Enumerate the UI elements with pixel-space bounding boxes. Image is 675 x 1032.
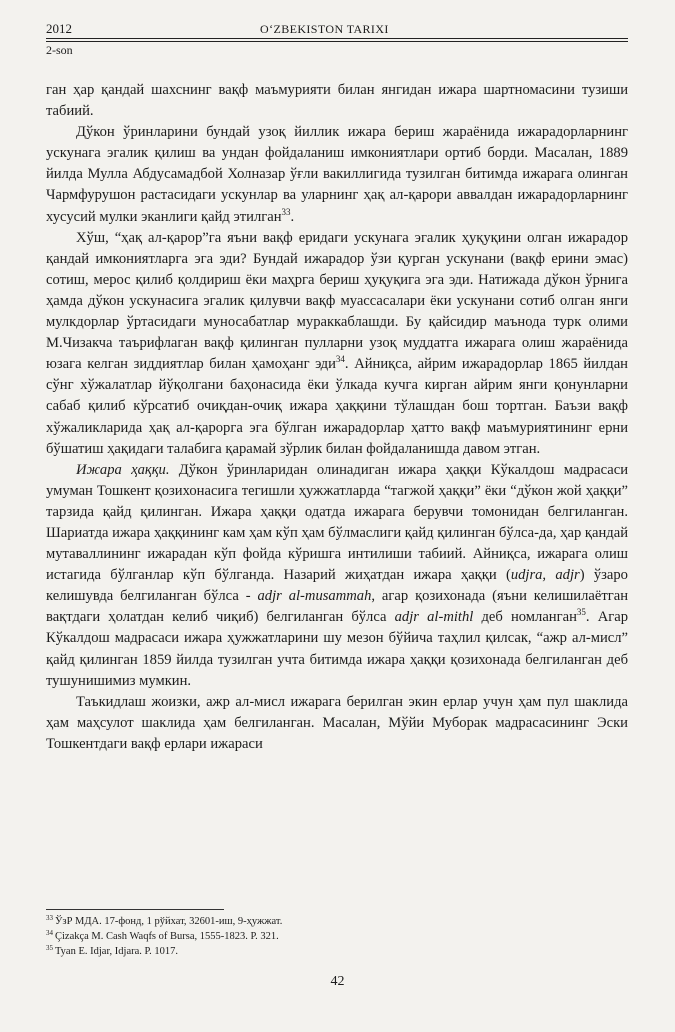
footnote-ref: 33 [281,206,291,217]
paragraph [46,122,628,227]
paragraph [46,228,628,460]
text-run: Дўкон ўринларини бундай узоқ йиллик ижара бериш жараёнида ижарадорларнинг ускунага эгалик қилиш ва ундан фойдаланиш имкониятлари ортиб борди. Масалан, 1889 йилда Мулла Абдусамадбой Холназар ўғли вакиллигида тузилган битимда ижарага олинган Чармфурушон растасидаги ускунлар ва уларнинг ҳақ ал-қарори аввалдан ижарадорларнинг хусусий мулки эканлиги қайд этилган [46,124,628,225]
header-issue: 2-son [46,43,73,57]
footnote-ref: 34 [335,354,345,365]
footnote-ref: 35 [576,607,586,618]
header-rule [46,38,628,39]
running-header [46,21,628,61]
footnote-number: 33 [46,914,53,922]
paragraph [46,80,628,122]
header-journal-title: O‘ZBEKISTON TARIXI [260,22,389,36]
text-run: . [290,208,295,225]
footnote [46,914,628,929]
header-year: 2012 [46,21,72,36]
footnote [46,929,628,944]
footnote-text: Çizakça M. Cash Waqfs of Bursa, 1555-1823. P. 321. [55,931,279,942]
paragraph [46,460,628,692]
footnote [46,944,628,959]
text-run: . Агар Кўкалдош мадрасаси ижара ҳужжатларини шу мезон бўйича таҳлил қилсак, “ажр ал-мисл” қайд қилинган 1859 йилда тузилган учта битимда ижара ҳаққи қозихонада белгиланган деб тушунишимиз мумкин. [46,609,628,689]
text-run: деб номланган [473,609,577,626]
footnote-number: 34 [46,929,53,937]
header-rule [46,41,628,42]
text-run: ) ўзаро келишувда белгиланган бўлса - [46,567,628,605]
text-run: ган ҳар қандай шахснинг вақф маъмурияти билан янгидан ижара шартномасини тузиши табиий. [46,82,628,120]
text-run: Дўкон ўринларидан олинадиган ижара ҳаққи Кўкалдош мадрасаси умуман Тошкент қозихонасига тегишли ҳужжатларда “тагжой ҳаққи” ёки “дўкон жой ҳаққи” тарзида қайд қилинган. Ижара ҳаққи одатда ижарага берувчи томонидан белгиланган. Шариатда ижара ҳаққининг кам ҳам кўп ҳам бўлмаслиги қайд қилинган бўлса-да, ҳар қандай мутаваллининг ижарадан кўп фойда кўришга интилиши табиий. Айниқса, ижарага олиш истагида бўлганлар кўп бўлганда. Назарий жиҳатдан ижара ҳаққи ( [46,461,629,584]
text-run: Хўш, “ҳақ ал-қарор”га яъни вақф еридаги ускунага эгалик ҳуқуқини олган ижарадор қандай имкониятларга эга эди? Бундай ижарадор ўзи қурган ускунани (вақф ерини эмас) сотиш, мерос қилиб қолдириш ёки маҳрга бериш ҳуқуқига эга эди. Натижада дўкон ўрнига ҳамда дўкон ускунасига эгалик қилувчи вақф муассасалари ёки ускунани сотиб олган янги мулкдорлар ўртасидаги муносабатлар мураккаблашди. Бу қайсидир маънода турк олими М.Чизакча таърифлаган вақф қилинган пулларни узоқ муддатга ижарага олиш жараёнида юзага келган зиддиятлар билан ҳамоҳанг эди [46,229,628,373]
footnotes [46,914,628,959]
footnote-text: Tyan E. Idjar, Idjara. P. 1017. [55,946,179,957]
italic-text: adjr al-mithl [394,609,474,626]
italic-text: udjra, adjr [510,567,580,584]
body-text [46,80,628,755]
page-number: 42 [330,974,345,989]
text-run: . Айниқса, айрим ижарадорлар 1865 йилдан сўнг хўжалатлар йўқолгани баҳонасида ёки ўлкада кучга кирган айрим янги қонунларни сабаб қилиб кўрсатиб очиқдан-очиқ ижара ҳаққини тўлашдан бош тортган. Баъзи вақф хўжаликларида ҳақ ал-қарорга эга бўлган ижарадорлар ҳатто вақф маъмуриятининг ерни бўшатиш ҳақидаги талабига қарамай зўрлик билан фойдаланишда давом этган. [46,356,628,457]
text-run: , агар қозихонада (яъни келишилаётган вақтдаги ҳолатдан келиб чиқиб) белгиланган бўлса [46,588,629,626]
italic-text: adjr al-musammah [257,588,372,605]
paragraph [46,692,628,755]
text-run: Таъкидлаш жоизки, ажр ал-мисл ижарага берилган экин ерлар учун ҳам пул шаклида ҳам маҳсулот шаклида ҳам белгиланган. Масалан, Мўйи Муборак мадрасасининг Эски Тошкентдаги вақф ерлари ижараси [46,693,628,752]
footnote-text: ЎзР МДА. 17-фонд, 1 рўйхат, 32601-иш, 9-ҳужжат. [55,916,283,927]
italic-text: Ижара ҳаққи. [76,461,170,478]
footnote-rule [46,909,224,910]
footnote-number: 35 [46,944,53,952]
